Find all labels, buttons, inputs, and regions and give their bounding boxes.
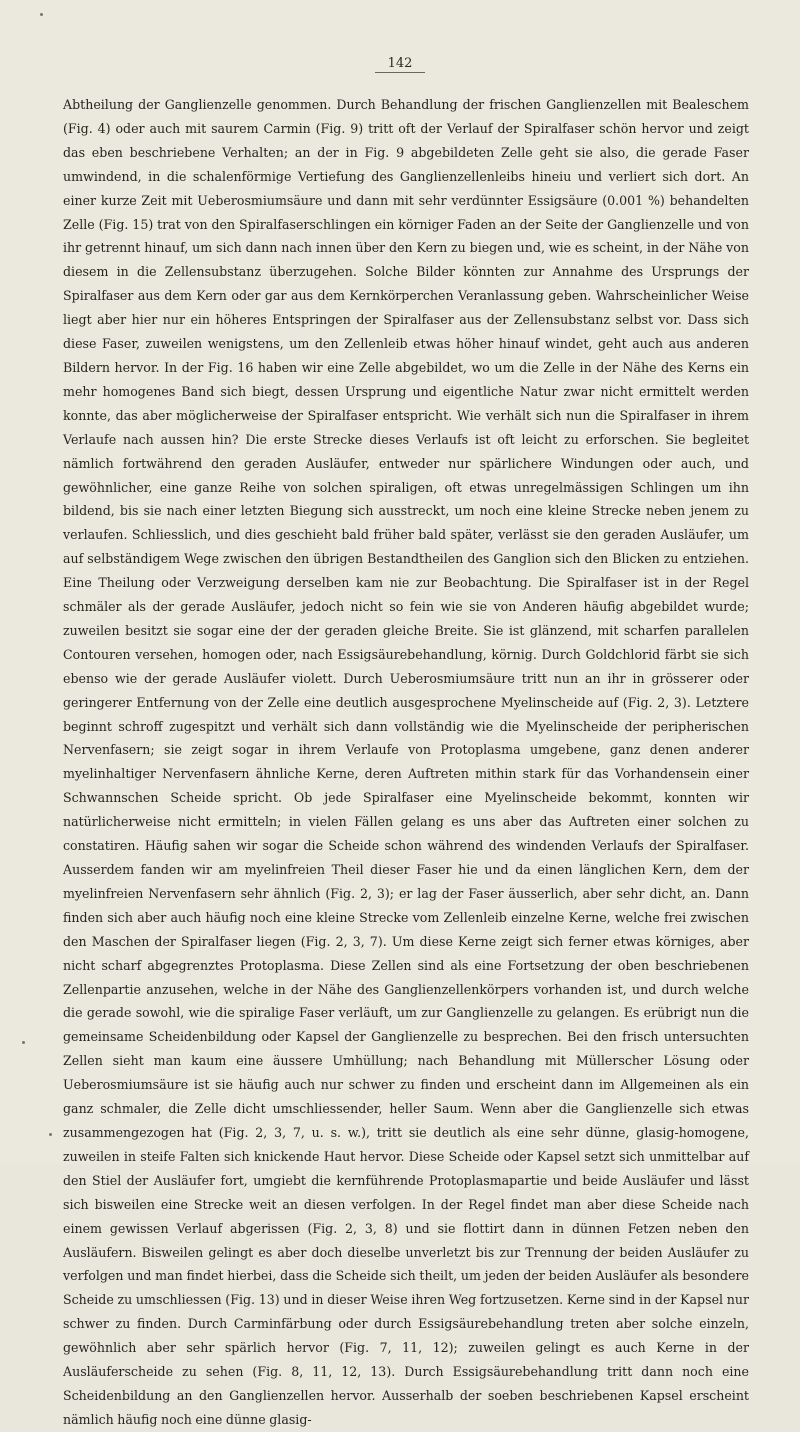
body-paragraph: Abtheilung der Ganglienzelle genommen. Durch Behandlung der frischen Ganglienzellen mit Bealeschem (Fig. 4) oder auch mit saurem Carmin (Fig. 9) tritt oft der Verlauf der Spiralfaser schön hervor und zeigt das eben beschriebene Verhalten; an der in Fig. 9 abgebildeten Zelle geht sie also, die gerade Faser umwindend, in die schalenförmige Vertiefung des Ganglienzellenleibs hineiu und verliert sich dort. An einer kurze Zeit mit Ueberosmiumsäure und dann mit sehr verdünnter Essigsäure (0.001 %) behandelten Zelle (Fig. 15) trat von den Spiralfaserschlingen ein körniger Faden an der Seite der Ganglienzelle und von ihr getrennt hinauf, um sich dann nach innen über den Kern zu biegen und, wie es scheint, in der Nähe von diesem in die Zellensubstanz überzugehen. Solche Bilder könnten zur Annahme des Ursprungs der Spiralfaser aus dem Kern oder gar aus dem Kernkörperchen Veranlassung geben. Wahrscheinlicher Weise liegt aber hier nur ein höheres Entspringen der Spiralfaser aus der Zellensubstanz selbst vor. Dass sich diese Faser, zuweilen wenigstens, um den Zellenleib etwas höher hinauf windet, geht auch aus anderen Bildern hervor. In der Fig. 16 haben wir eine Zelle abgebildet, wo um die Zelle in der Nähe des Kerns ein mehr homogenes Band sich biegt, dessen Ursprung und eigentliche Natur zwar nicht ermittelt werden konnte, das aber möglicherweise der Spiralfaser entspricht. Wie verhält sich nun die Spiralfaser in ihrem Verlaufe nach aussen hin? Die erste Strecke dieses Verlaufs ist oft leicht zu erforschen. Sie begleitet nämlich fortwährend den geraden Ausläufer, entweder nur spärlichere Windungen oder auch, und gewöhnlicher, eine ganze Reihe von solchen spiraligen, oft etwas unregelmässigen Schlingen um ihn bildend, bis sie nach einer letzten Biegung sich ausstreckt, um noch eine kleine Strecke neben jenem zu verlaufen. Schliesslich, und dies geschieht bald früher bald später, verlässt sie den geraden Ausläufer, um auf selbständigem Wege zwischen den übrigen Bestandtheilen des Ganglion sich den Blicken zu entziehen. Eine Theilung oder Verzweigung derselben kam nie zur Beobachtung. Die Spiralfaser ist in der Regel schmäler als der gerade Ausläufer, jedoch nicht so fein wie sie von Anderen häufig abgebildet wurde; zuweilen besitzt sie sogar eine der der geraden gleiche Breite. Sie ist glänzend, mit scharfen parallelen Contouren versehen, homogen oder, nach Essigsäurebehandlung, körnig. Durch Goldchlorid färbt sie sich ebenso wie der gerade Ausläufer violett. Durch Ueberosmiumsäure tritt nun an ihr in grösserer oder geringerer Entfernung von der Zelle eine deutlich ausgesprochene Myelinscheide auf (Fig. 2, 3). Letztere beginnt schroff zugespitzt und verhält sich dann vollständig wie die Myelinscheide der peripherischen Nervenfasern; sie zeigt sogar in ihrem Verlaufe von Protoplasma umgebene, ganz denen anderer myelinhaltiger Nervenfasern ähnliche Kerne, deren Auftreten mithin stark für das Vorhandensein einer Schwannschen Scheide spricht. Ob jede Spiralfaser eine Myelinscheide bekommt, konnten wir natürlicherweise nicht ermitteln; in vielen Fällen gelang es uns aber das Auftreten einer solchen zu constatiren. Häufig sahen wir sogar die Scheide schon während des windenden Verlaufs der Spiralfaser. Ausserdem fanden wir am myelinfreien Theil dieser Faser hie und da einen länglichen Kern, dem der myelinfreien Nervenfasern sehr ähnlich (Fig. 2, 3); er lag der Faser äusserlich, aber sehr dicht, an. Dann finden sich aber auch häufig noch eine kleine Strecke vom Zellenleib einzelne Kerne, welche frei zwischen den Maschen der Spiralfaser liegen (Fig. 2, 3, 7). Um diese Kerne zeigt sich ferner etwas körniges, aber nicht scharf abgegrenztes Protoplasma. Diese Zellen sind als eine Fortsetzung der oben beschriebenen Zellenpartie anzusehen, welche in der Nähe des Ganglienzellenkörpers vorhanden ist, und durch welche die gerade sowohl, wie die spiralige Faser verläuft, um zur Ganglienzelle zu gelangen. Es erübrigt nun die gemeinsame Scheidenbildung oder Kapsel der Ganglienzelle zu besprechen. Bei den frisch untersuchten Zellen sieht man kaum eine äussere Umhüllung; nach Behandlung mit Müllerscher Lösung oder Ueberosmiumsäure ist sie häufig auch nur schwer zu finden und erscheint dann im Allgemeinen als ein ganz schmaler, die Zelle dicht umschliessender, heller Saum. Wenn aber die Ganglienzelle sich etwas zusammengezogen hat (Fig. 2, 3, 7, u. s. w.), tritt sie deutlich als eine sehr dünne, glasig-homogene, zuweilen in steife Falten sich knickende Haut hervor. Diese Scheide oder Kapsel setzt sich unmittelbar auf den Stiel der Ausläufer fort, umgiebt die kernführende Protoplasmapartie und beide Ausläufer und lässt sich bisweilen eine Strecke weit an diesen verfolgen. In der Regel findet man aber diese Scheide nach einem gewissen Verlauf abgerissen (Fig. 2, 3, 8) und sie flottirt dann in dünnen Fetzen neben den Ausläufern. Bisweilen gelingt es aber doch dieselbe unverletzt bis zur Trennung der beiden Ausläufer zu verfolgen und man findet hierbei, dass die Scheide sich theilt, um jeden der beiden Ausläufer als besondere Scheide zu umschliessen (Fig. 13) und in dieser Weise ihren Weg fortzusetzen. Kerne sind in der Kapsel nur schwer zu finden. Durch Carminfärbung oder durch Essigsäurebehandlung treten aber solche einzeln, gewöhnlich aber sehr spärlich hervor (Fig. 7, 11, 12); zuweilen gelingt es auch Kerne in der Ausläuferscheide zu sehen (Fig. 8, 11, 12, 13). Durch Essigsäurebehandlung tritt dann noch eine Scheidenbildung an den Ganglienzellen hervor. Ausserhalb der soeben beschriebenen Kapsel erscheint nämlich häufig noch eine dünne glasig-: [63, 97, 749, 1427]
print-speck: [40, 13, 43, 16]
page-number: 142: [375, 56, 425, 73]
print-speck: [49, 1133, 52, 1136]
print-speck: [22, 1041, 25, 1044]
